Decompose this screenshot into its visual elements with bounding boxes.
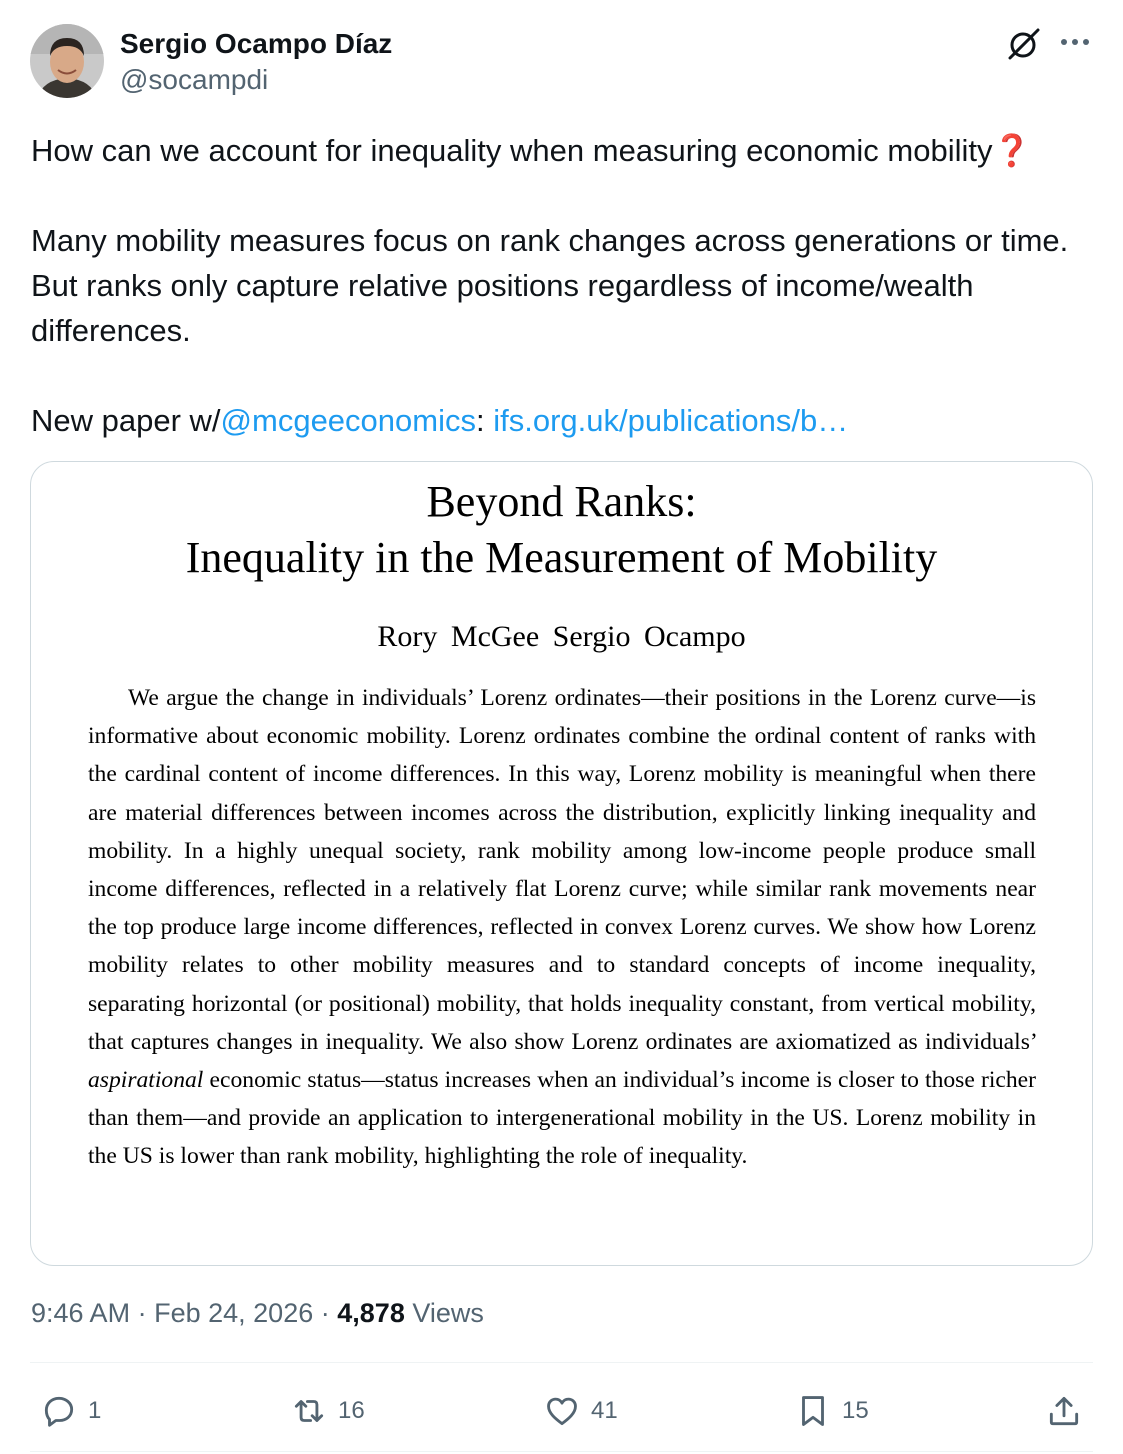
tweet-text <box>31 128 1101 443</box>
abstract-text-1: We argue the change in individuals’ Lorenz ordinates—their positions in the Lorenz curve—is informative about economic mobility. Lorenz ordinates combine the ordinal content of ranks with the cardinal content of income differences. In this way, Lorenz mobility is meaningful when there are material differences between incomes across the distribution, explicitly linking inequality and mobility. In a highly unequal society, rank mobility among low-income people produce small income differences, reflected in a relatively flat Lorenz curve; while similar rank movements near the top produce large income differences, reflected in convex Lorenz curves. We show how Lorenz mobility relates to other mobility measures and to standard concepts of income inequality, separating horizontal (or positional) mobility, that holds inequality constant, from vertical mobility, that captures changes in inequality. We also show Lorenz ordinates are axiomatized as individuals’ <box>88 685 1036 1055</box>
tweet-line-1 <box>31 128 1101 173</box>
more-options-icon[interactable] <box>1058 30 1092 54</box>
reply-count: 1 <box>88 1397 102 1424</box>
repost-icon <box>290 1392 328 1430</box>
tweet-question: How can we account for inequality when measuring economic mobility <box>31 133 993 168</box>
question-mark-emoji: ❓ <box>992 133 1032 168</box>
bookmark-count: 15 <box>842 1397 869 1424</box>
paper-url-link[interactable]: ifs.org.uk/publications/b… <box>493 403 849 438</box>
timestamp-row <box>31 1298 484 1329</box>
abstract-text-2: economic status—status increases when an individual’s income is closer to those richer than them—and provide an application to intergenerational mobility in the US. Lorenz mobility in the US is lower than rank mobility, highlighting the role of inequality. <box>88 1067 1037 1170</box>
tweet-paragraph-3 <box>31 398 1101 443</box>
views-label: Views <box>412 1298 484 1328</box>
like-count: 41 <box>591 1397 618 1424</box>
avatar-image <box>30 24 104 98</box>
post-time[interactable]: 9:46 AM <box>31 1298 131 1328</box>
tweet-paragraph-2: Many mobility measures focus on rank changes across generations or time. But ranks only capture relative positions regardless of income/wealth differences. <box>31 223 1069 348</box>
mention-link[interactable]: @mcgeeconomics <box>220 403 476 438</box>
reply-button[interactable] <box>40 1390 101 1432</box>
author-handle[interactable]: @socampdi <box>120 64 269 95</box>
repost-button[interactable] <box>290 1390 365 1432</box>
paper-abstract <box>88 679 1036 1176</box>
divider <box>30 1362 1093 1363</box>
views-count: 4,878 <box>337 1298 405 1328</box>
paper-authors: Rory McGee Sergio Ocampo <box>377 620 746 653</box>
grok-icon[interactable] <box>1006 26 1042 62</box>
share-button[interactable] <box>1045 1390 1083 1432</box>
like-button[interactable] <box>543 1390 618 1432</box>
paper-title-line-2: Inequality in the Measurement of Mobility <box>185 533 938 582</box>
reply-icon <box>40 1392 78 1430</box>
paper-title-line-1: Beyond Ranks: <box>426 477 697 526</box>
divider <box>30 1451 1093 1452</box>
abstract-italic: aspirational <box>88 1067 204 1094</box>
author-name[interactable]: Sergio Ocampo Díaz <box>120 28 393 59</box>
share-icon <box>1045 1392 1083 1430</box>
repost-count: 16 <box>338 1397 365 1424</box>
meta-dot: · <box>320 1298 330 1328</box>
meta-dot: · <box>137 1298 147 1328</box>
avatar[interactable] <box>30 24 104 98</box>
bookmark-icon <box>794 1392 832 1430</box>
tweet-separator: : <box>475 403 485 438</box>
bookmark-button[interactable] <box>794 1390 869 1432</box>
tweet-paper-prefix: New paper w/ <box>31 403 221 438</box>
media-card[interactable] <box>30 461 1093 1266</box>
post-date[interactable]: Feb 24, 2026 <box>154 1298 314 1328</box>
heart-icon <box>543 1392 581 1430</box>
